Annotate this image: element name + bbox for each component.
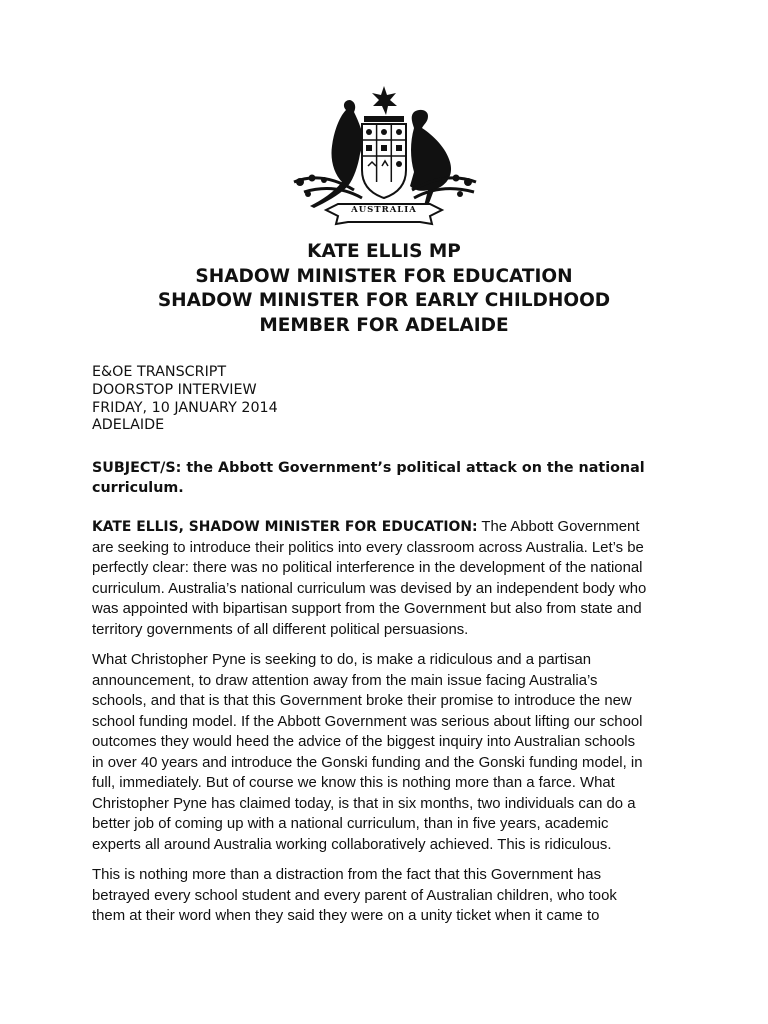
role-early-childhood: SHADOW MINISTER FOR EARLY CHILDHOOD (157, 290, 611, 311)
role-education: SHADOW MINISTER FOR EDUCATION (195, 265, 573, 287)
role-electorate: MEMBER FOR ADELAIDE (259, 314, 509, 336)
text-line: in over 40 years and introduce the Gonski funding and the Gonski funding model, in (92, 754, 643, 771)
text-line: territory governments of all different political persuasions. (92, 621, 469, 638)
text-line: them at their word when they said they were on a unity ticket when it came to (92, 908, 600, 924)
paragraph-1 (92, 517, 682, 640)
crest-scroll-text: AUSTRALIA (351, 205, 417, 215)
transcript-format: DOORSTOP INTERVIEW (92, 381, 257, 398)
text-line: school funding model. If the Abbott Government was serious about lifting our school (92, 713, 643, 730)
speaker-label: KATE ELLIS, SHADOW MINISTER FOR EDUCATION: (92, 519, 478, 535)
text-line: outcomes they would heed the advice of the biggest inquiry into Australian schools (92, 734, 636, 750)
text-line: are seeking to introduce their politics into every classroom across Australia. Let’s be (92, 539, 644, 556)
subject-line-1: SUBJECT/S: the Abbott Government’s political attack on the national (92, 460, 645, 476)
subject-line (92, 458, 692, 498)
subject-line-2: curriculum. (92, 480, 184, 496)
transcript-body (92, 517, 682, 937)
text-line: full, immediately. But of course we know this is nothing more than a farce. What (92, 775, 615, 791)
transcript-location: ADELAIDE (92, 417, 165, 434)
transcript-meta (92, 364, 278, 435)
text-line: better job of coming up with a national curriculum, than in five years, academic (92, 816, 609, 832)
text-line: This is nothing more than a distraction from the fact that this Government has (92, 867, 602, 883)
text-line: betrayed every school student and every parent of Australian children, who took (92, 887, 617, 904)
text-line: curriculum. Australia’s national curriculum was devised by an independent body who (92, 580, 647, 597)
transcript-type: E&OE TRANSCRIPT (92, 364, 227, 380)
text-line: The Abbott Government (477, 519, 640, 535)
coat-of-arms-icon (264, 82, 504, 242)
text-line: Christopher Pyne has claimed today, is that in six months, two individuals can do a (92, 795, 636, 812)
text-line: experts all around Australia working collaboratively achieved. This is ridiculous. (92, 836, 612, 853)
text-line: schools, and that is that this Government broke their promise to introduce the new (92, 693, 632, 709)
transcript-date: FRIDAY, 10 JANUARY 2014 (92, 399, 278, 416)
paragraph-2 (92, 650, 682, 855)
paragraph-3 (92, 865, 682, 927)
text-line: announcement, to draw attention away from the main issue facing Australia’s (92, 672, 598, 689)
text-line: What Christopher Pyne is seeking to do, is make a ridiculous and a partisan (92, 652, 592, 668)
document-header (0, 240, 768, 338)
text-line: perfectly clear: there was no political interference in the development of the national (92, 560, 643, 576)
text-line: was appointed with bipartisan support from the Government but also from state and (92, 601, 642, 617)
member-name: KATE ELLIS MP (307, 241, 461, 262)
